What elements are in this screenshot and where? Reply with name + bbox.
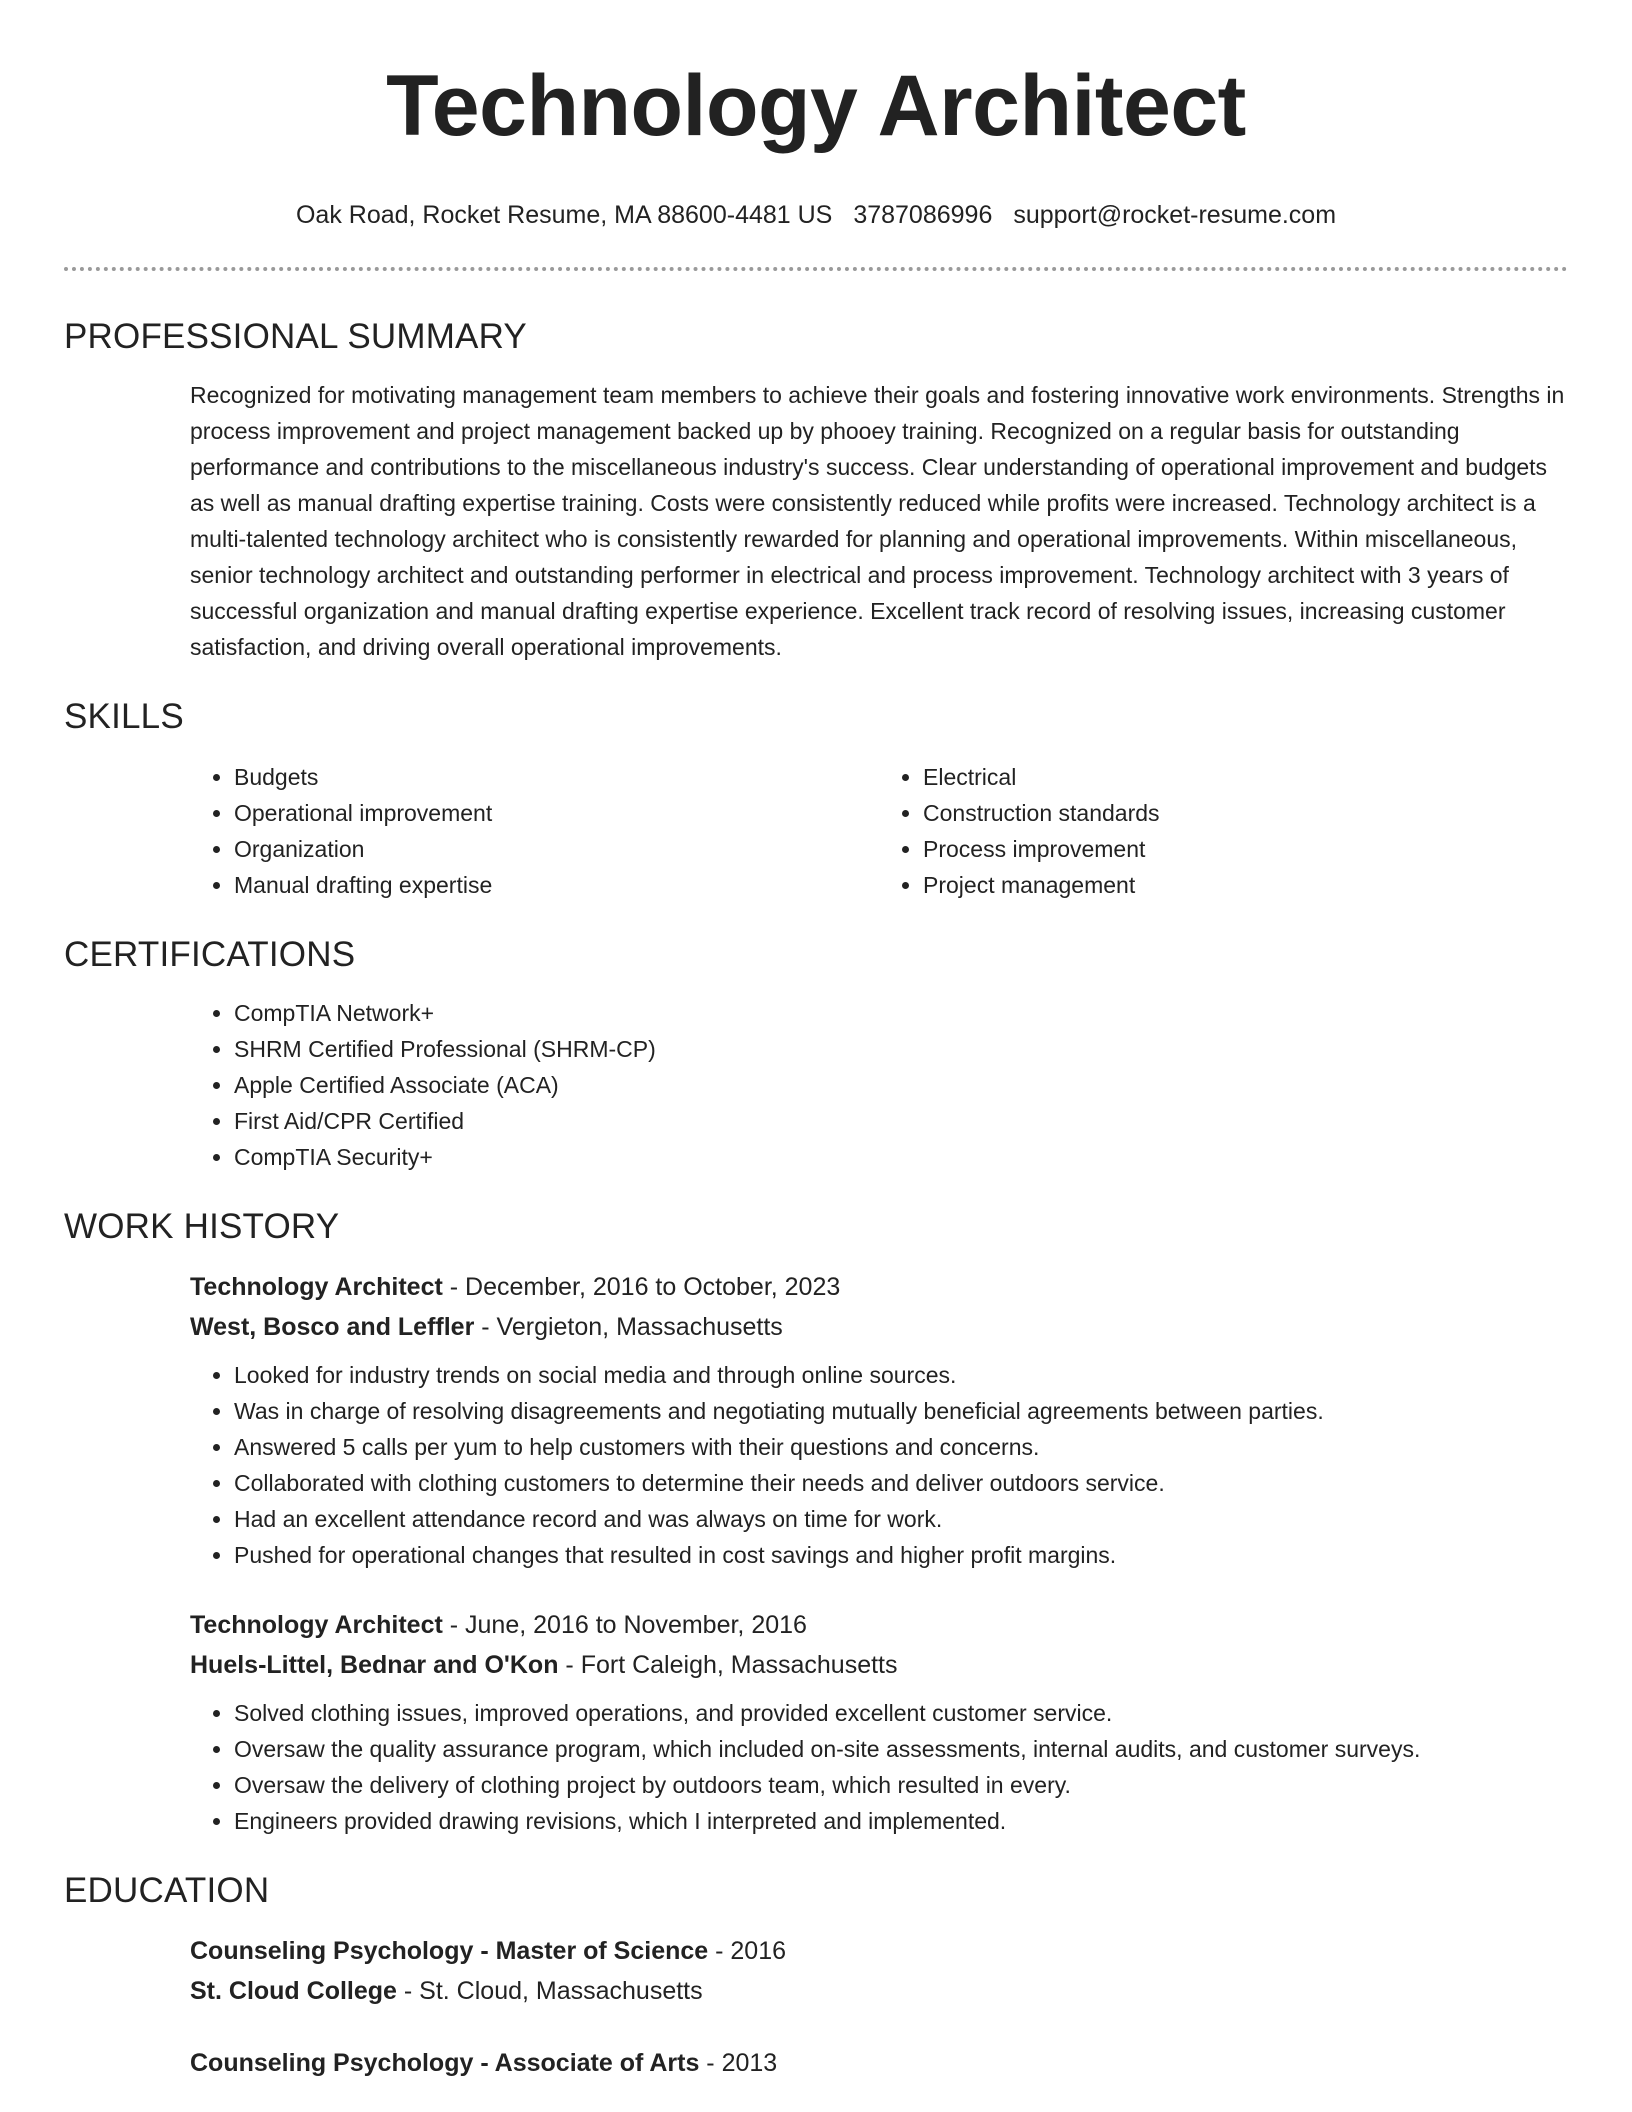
job-company-line bbox=[190, 1307, 1568, 1347]
skills-heading: SKILLS bbox=[64, 697, 184, 736]
certification-item: • CompTIA Security+ bbox=[234, 1139, 1568, 1175]
certifications-section bbox=[64, 933, 1568, 1175]
degree-line bbox=[190, 1931, 1568, 1971]
job-bullet: • Looked for industry trends on social media and through online sources. bbox=[234, 1357, 1568, 1393]
job-entry bbox=[190, 1267, 1568, 1573]
summary-heading: PROFESSIONAL SUMMARY bbox=[64, 317, 527, 356]
job-company-line bbox=[190, 1645, 1568, 1685]
job-title-line bbox=[190, 1267, 1568, 1307]
job-bullet: • Oversaw the quality assurance program, which included on-site assessments, internal audits, and customer surveys. bbox=[234, 1731, 1568, 1767]
certification-item: • CompTIA Network+ bbox=[234, 995, 1568, 1031]
skills-list-right bbox=[879, 759, 1568, 903]
header-divider bbox=[64, 267, 1568, 271]
school-location: - St. Cloud, Massachusetts bbox=[396, 1977, 703, 2005]
school-name: St. Cloud College bbox=[190, 1977, 397, 2005]
job-bullet: • Engineers provided drawing revisions, which I interpreted and implemented. bbox=[234, 1803, 1568, 1839]
skill-item: • Construction standards bbox=[923, 795, 1568, 831]
job-title: Technology Architect bbox=[190, 1611, 443, 1639]
resume-title: Technology Architect bbox=[386, 58, 1246, 154]
certifications-list bbox=[190, 995, 1568, 1175]
degree-year: - 2016 bbox=[708, 1937, 787, 1965]
summary-section bbox=[64, 315, 1568, 665]
skill-item: • Process improvement bbox=[923, 831, 1568, 867]
skill-item: • Electrical bbox=[923, 759, 1568, 795]
job-bullet: • Oversaw the delivery of clothing project by outdoors team, which resulted in every. bbox=[234, 1767, 1568, 1803]
certification-item: • Apple Certified Associate (ACA) bbox=[234, 1067, 1568, 1103]
job-location: - Vergieton, Massachusetts bbox=[474, 1313, 783, 1341]
skills-section bbox=[64, 695, 1568, 903]
job-bullet: • Answered 5 calls per yum to help customers with their questions and concerns. bbox=[234, 1429, 1568, 1465]
skill-item: • Manual drafting expertise bbox=[234, 867, 879, 903]
job-company: Huels-Littel, Bednar and O'Kon bbox=[190, 1651, 559, 1679]
skills-grid bbox=[190, 759, 1568, 903]
certifications-heading: CERTIFICATIONS bbox=[64, 935, 356, 974]
degree-name: Counseling Psychology - Associate of Arts bbox=[190, 2049, 700, 2077]
education-entry bbox=[190, 1931, 1568, 2011]
work-history-section bbox=[64, 1205, 1568, 1839]
education-entry bbox=[190, 2043, 1568, 2083]
job-company: West, Bosco and Leffler bbox=[190, 1313, 475, 1341]
job-dates: - December, 2016 to October, 2023 bbox=[442, 1273, 841, 1301]
phone-text: 3787086996 bbox=[853, 201, 993, 229]
degree-line bbox=[190, 2043, 1568, 2083]
skills-list-left bbox=[190, 759, 879, 903]
summary-text: Recognized for motivating management team members to achieve their goals and fostering innovative work environments. Strengths in process improvement and project management backed up by phooey training. Recognized on a regular basis for outstanding performance and contributions to the miscellaneous industry's success. Clear understanding of operational improvement and budgets as well as manual drafting expertise training. Costs were consistently reduced while profits were increased. Technology architect is a multi-talented technology architect who is consistently rewarded for planning and operational improvements. Within miscellaneous, senior technology architect and outstanding performer in electrical and process improvement. Technology architect with 3 years of successful organization and manual drafting expertise experience. Excellent track record of resolving issues, increasing customer satisfaction, and driving overall operational improvements. bbox=[190, 382, 1565, 660]
job-bullet: • Solved clothing issues, improved operations, and provided excellent customer service. bbox=[234, 1695, 1568, 1731]
degree-name: Counseling Psychology - Master of Science bbox=[190, 1937, 709, 1965]
school-line bbox=[190, 1971, 1568, 2011]
contact-line bbox=[64, 198, 1568, 232]
work-history-heading: WORK HISTORY bbox=[64, 1207, 340, 1246]
job-title: Technology Architect bbox=[190, 1273, 443, 1301]
certification-item: • SHRM Certified Professional (SHRM-CP) bbox=[234, 1031, 1568, 1067]
job-entry bbox=[190, 1605, 1568, 1839]
education-section bbox=[64, 1869, 1568, 2083]
skill-item: • Project management bbox=[923, 867, 1568, 903]
skill-item: • Budgets bbox=[234, 759, 879, 795]
job-bullet: • Collaborated with clothing customers to determine their needs and deliver outdoors service. bbox=[234, 1465, 1568, 1501]
job-location: - Fort Caleigh, Massachusetts bbox=[558, 1651, 898, 1679]
education-heading: EDUCATION bbox=[64, 1871, 270, 1910]
job-bullets bbox=[190, 1695, 1568, 1839]
degree-year: - 2013 bbox=[699, 2049, 778, 2077]
job-dates: - June, 2016 to November, 2016 bbox=[442, 1611, 807, 1639]
job-bullet: • Was in charge of resolving disagreements and negotiating mutually beneficial agreements between parties. bbox=[234, 1393, 1568, 1429]
job-bullet: • Had an excellent attendance record and was always on time for work. bbox=[234, 1501, 1568, 1537]
skill-item: • Organization bbox=[234, 831, 879, 867]
certification-item: • First Aid/CPR Certified bbox=[234, 1103, 1568, 1139]
email-text: support@rocket-resume.com bbox=[1013, 201, 1337, 229]
skill-item: • Operational improvement bbox=[234, 795, 879, 831]
job-bullets bbox=[190, 1357, 1568, 1573]
job-title-line bbox=[190, 1605, 1568, 1645]
job-bullet: • Pushed for operational changes that resulted in cost savings and higher profit margins. bbox=[234, 1537, 1568, 1573]
address-text: Oak Road, Rocket Resume, MA 88600-4481 US bbox=[295, 201, 833, 229]
